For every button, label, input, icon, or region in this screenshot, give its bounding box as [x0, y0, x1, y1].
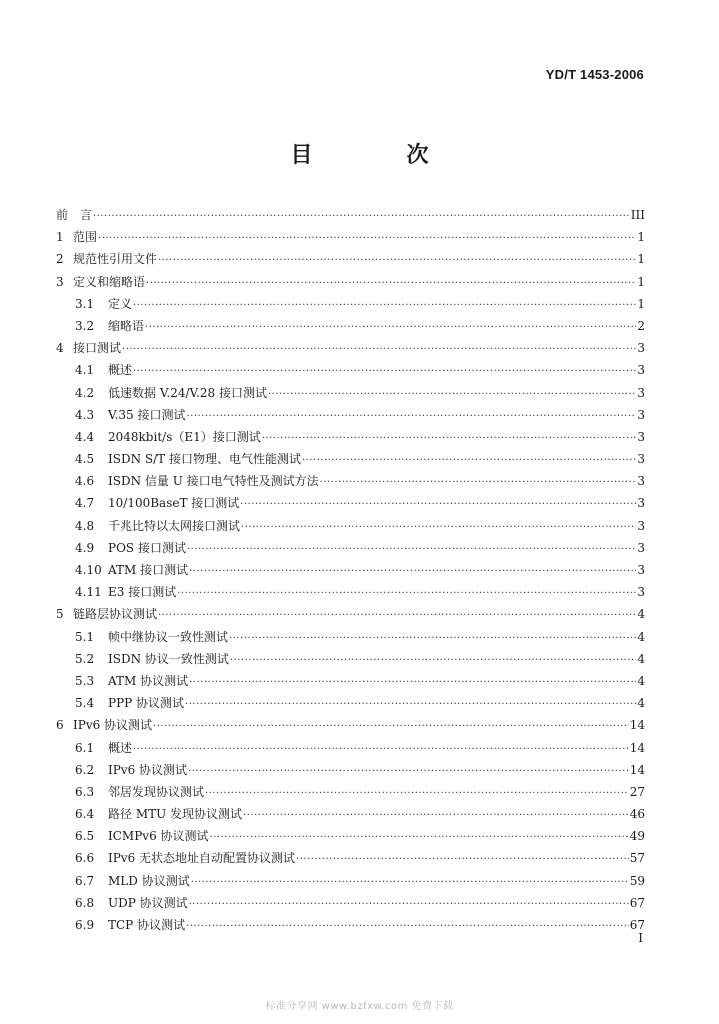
dot-leader	[122, 339, 636, 359]
toc-entry-page: 3	[637, 563, 645, 577]
toc-entry-number: 4.9	[75, 540, 95, 555]
toc-entry-number: 4.3	[75, 407, 95, 422]
dot-leader	[186, 916, 629, 936]
dot-leader	[296, 849, 629, 869]
toc-entry-page: 1	[637, 230, 645, 245]
toc-entry-number: 6.4	[75, 807, 95, 822]
toc-entry-page: 3	[637, 474, 645, 489]
dot-leader	[146, 273, 636, 293]
toc-entry-page: 14	[629, 762, 645, 777]
toc-entry-page: 2	[637, 318, 645, 333]
toc-entry-number: 6.9	[75, 918, 95, 932]
dot-leader	[98, 228, 636, 248]
toc-entry-page: 14	[629, 718, 645, 733]
dot-leader	[230, 650, 636, 670]
toc-entry[interactable]	[56, 692, 645, 714]
toc-entry-title: UDP 协议测试	[108, 895, 188, 910]
toc-entry-page: 67	[629, 918, 645, 932]
dot-leader	[188, 761, 629, 781]
toc-entry[interactable]	[56, 492, 645, 514]
toc-entry-number: 前 言	[56, 208, 93, 222]
toc-entry-title: ISDN 信量 U 接口电气特性及测试方法	[108, 474, 319, 489]
toc-entry-number: 6	[56, 718, 64, 733]
dot-leader	[243, 805, 629, 825]
toc-entry-page: 3	[637, 385, 645, 400]
watermark: 标准分享网 www.bzfxw.com 免费下载	[265, 1001, 454, 1012]
toc-entry[interactable]	[56, 781, 645, 803]
toc-entry-title: IPv6 协议测试	[108, 762, 188, 777]
toc-entry-page: III	[630, 208, 645, 222]
toc-entry-title: 10/100BaseT 接口测试	[108, 496, 240, 511]
dot-leader	[133, 295, 636, 315]
toc-entry-page: 46	[629, 807, 645, 822]
dot-leader	[189, 894, 629, 914]
toc-entry-title: ATM 协议测试	[108, 673, 189, 688]
dot-leader	[185, 694, 636, 714]
toc-entry-number: 4.2	[75, 385, 95, 400]
toc-entry-page: 27	[629, 784, 645, 799]
toc-entry[interactable]	[56, 581, 645, 603]
toc-entry[interactable]	[56, 293, 645, 315]
toc-entry[interactable]	[56, 870, 645, 892]
toc-entry-page: 4	[637, 696, 645, 711]
toc-entry-number: 4.4	[75, 429, 95, 444]
dot-leader	[229, 628, 636, 648]
toc-entry-title: 链路层协议测试	[73, 607, 158, 622]
dot-leader	[133, 739, 629, 759]
dot-leader	[93, 206, 630, 226]
toc-entry-number: 6.6	[75, 851, 95, 866]
toc-entry-title: MLD 协议测试	[108, 873, 190, 888]
toc-entry-number: 4.11	[75, 585, 102, 600]
toc-entry-title: IPv6 无状态地址自动配置协议测试	[108, 851, 296, 866]
toc-entry-title: PPP 协议测试	[108, 696, 185, 711]
toc-entry-number: 4.8	[75, 518, 95, 533]
toc-entry-page: 4	[637, 651, 645, 666]
toc-entry-title: V.35 接口测试	[108, 407, 186, 422]
dot-leader	[240, 494, 636, 514]
toc-entry-page: 3	[637, 407, 645, 422]
toc-entry[interactable]	[56, 803, 645, 825]
toc-entry-title: 规范性引用文件	[73, 252, 158, 267]
toc-entry-page: 14	[629, 740, 645, 755]
toc-entry[interactable]	[56, 204, 645, 226]
toc-entry[interactable]	[56, 382, 645, 404]
toc-entry-number: 3.1	[75, 296, 95, 311]
dot-leader	[189, 672, 636, 692]
toc-entry-title: ATM 接口测试	[108, 563, 189, 577]
toc-entry-title: 定义	[108, 296, 133, 311]
toc-entry[interactable]	[56, 825, 645, 847]
toc-entry-number: 5.1	[75, 629, 95, 644]
page-number: I	[638, 931, 643, 945]
toc-entry-number: 6.7	[75, 873, 95, 888]
toc-entry-title: 概述	[108, 363, 133, 378]
toc-entry-number: 6.3	[75, 784, 95, 799]
toc-entry[interactable]	[56, 337, 645, 359]
toc-entry-number: 4.7	[75, 496, 95, 511]
toc-entry-title: 低速数据 V.24/V.28 接口测试	[108, 385, 267, 400]
toc-entry[interactable]	[56, 426, 645, 448]
dot-leader	[262, 428, 637, 448]
toc-entry-page: 49	[629, 829, 645, 844]
toc-entry-title: 缩略语	[108, 318, 145, 333]
toc-entry[interactable]	[56, 271, 645, 293]
dot-leader	[145, 317, 636, 337]
toc-entry[interactable]	[56, 226, 645, 248]
toc-entry[interactable]	[56, 892, 645, 914]
toc-entry-page: 1	[637, 274, 645, 289]
toc-entry[interactable]	[56, 670, 645, 692]
toc-entry-page: 1	[637, 252, 645, 267]
toc-entry-title: 千兆比特以太网接口测试	[108, 518, 241, 533]
toc-entry-page: 4	[637, 673, 645, 688]
toc-entry-title: 概述	[108, 740, 133, 755]
dot-leader	[177, 583, 636, 603]
toc-entry[interactable]	[56, 714, 645, 736]
toc-entry-page: 3	[637, 363, 645, 378]
dot-leader	[189, 561, 636, 581]
toc-entry-title: POS 接口测试	[108, 540, 186, 555]
toc-entry-title: 邻居发现协议测试	[108, 784, 205, 799]
toc-entry[interactable]	[56, 914, 645, 936]
toc-entry-number: 1	[56, 230, 64, 245]
toc-entry[interactable]	[56, 759, 645, 781]
toc-entry-number: 2	[56, 252, 64, 267]
toc-entry[interactable]	[56, 626, 645, 648]
toc-entry-number: 4.6	[75, 474, 95, 489]
toc-entry[interactable]	[56, 448, 645, 470]
dot-leader	[158, 250, 636, 270]
toc-entry-title: 范围	[73, 230, 98, 245]
toc-entry-number: 4.1	[75, 363, 95, 378]
toc-entry-page: 3	[637, 540, 645, 555]
toc-entry-title: IPv6 协议测试	[73, 718, 153, 733]
dot-leader	[187, 539, 636, 559]
toc-entry-page: 4	[637, 607, 645, 622]
toc-entry[interactable]	[56, 515, 645, 537]
toc-entry-number: 6.8	[75, 895, 95, 910]
toc-entry-number: 5.2	[75, 651, 95, 666]
toc-entry[interactable]	[56, 315, 645, 337]
toc-entry[interactable]	[56, 537, 645, 559]
dot-leader	[268, 384, 636, 404]
toc-entry-number: 6.5	[75, 829, 95, 844]
table-of-contents	[56, 204, 645, 936]
toc-entry-number: 4.5	[75, 452, 95, 467]
toc-entry[interactable]	[56, 737, 645, 759]
toc-entry[interactable]	[56, 603, 645, 625]
toc-entry-page: 3	[637, 341, 645, 356]
dot-leader	[205, 783, 629, 803]
toc-entry-number: 4	[56, 341, 64, 356]
toc-entry-page: 3	[637, 585, 645, 600]
toc-entry-page: 1	[637, 296, 645, 311]
toc-entry-number: 4.10	[75, 563, 102, 577]
toc-entry[interactable]	[56, 248, 645, 270]
toc-entry[interactable]	[56, 404, 645, 426]
toc-entry[interactable]	[56, 648, 645, 670]
toc-entry-title: ISDN 协议一致性测试	[108, 651, 229, 666]
dot-leader	[158, 605, 636, 625]
page-title: 目 次	[290, 142, 465, 168]
toc-entry[interactable]	[56, 470, 645, 492]
toc-entry[interactable]	[56, 847, 645, 869]
dot-leader	[302, 450, 636, 470]
toc-entry-title: TCP 协议测试	[108, 918, 186, 932]
toc-entry-page: 3	[637, 518, 645, 533]
toc-entry-number: 5.3	[75, 673, 95, 688]
dot-leader	[153, 716, 629, 736]
toc-entry-title: ICMPv6 协议测试	[108, 829, 209, 844]
dot-leader	[210, 827, 629, 847]
toc-entry-page: 59	[629, 873, 645, 888]
toc-entry-title: 帧中继协议一致性测试	[108, 629, 229, 644]
toc-entry-title: 路径 MTU 发现协议测试	[108, 807, 243, 822]
toc-entry-number: 5.4	[75, 696, 95, 711]
toc-entry-number: 5	[56, 607, 64, 622]
toc-entry-title: E3 接口测试	[108, 585, 177, 600]
toc-entry-title: 接口测试	[73, 341, 122, 356]
toc-entry-title: 定义和缩略语	[73, 274, 146, 289]
dot-leader	[241, 517, 636, 537]
toc-entry-number: 6.2	[75, 762, 95, 777]
dot-leader	[320, 472, 637, 492]
standard-number: YD/T 1453-2006	[545, 67, 644, 82]
dot-leader	[133, 361, 636, 381]
toc-entry-page: 3	[637, 429, 645, 444]
toc-entry-page: 3	[637, 452, 645, 467]
toc-entry-number: 3	[56, 274, 64, 289]
toc-entry-title: 2048kbit/s（E1）接口测试	[108, 429, 261, 444]
toc-entry-page: 4	[637, 629, 645, 644]
dot-leader	[186, 406, 636, 426]
toc-entry-page: 67	[629, 895, 645, 910]
toc-entry-page: 57	[629, 851, 645, 866]
toc-entry[interactable]	[56, 559, 645, 581]
toc-entry-number: 6.1	[75, 740, 95, 755]
toc-entry-title: ISDN S/T 接口物理、电气性能测试	[108, 452, 301, 467]
toc-entry[interactable]	[56, 359, 645, 381]
toc-entry-page: 3	[637, 496, 645, 511]
dot-leader	[191, 872, 629, 892]
toc-entry-number: 3.2	[75, 318, 95, 333]
